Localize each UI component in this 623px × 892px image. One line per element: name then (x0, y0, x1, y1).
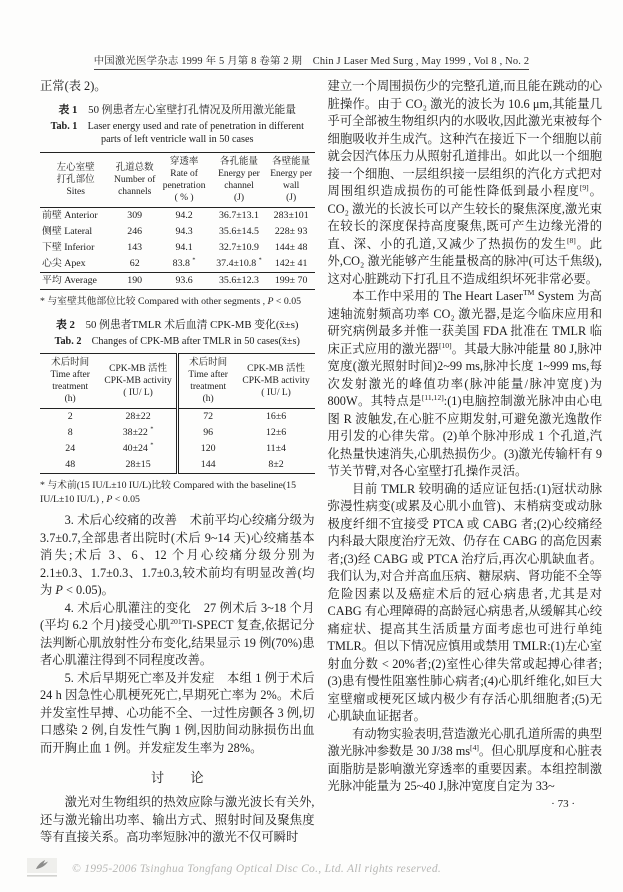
discussion-paragraph-indications (328, 481, 603, 726)
table-header-row (40, 354, 315, 409)
text-run: P (55, 583, 63, 598)
column-header-activity-2: CPK-MB 活性 CPK-MB activity ( IU/ L) (238, 354, 315, 409)
column-header-sites: 左心室壁 打孔部位 Sites (40, 153, 111, 208)
table-row (40, 208, 315, 225)
table-row (40, 224, 315, 240)
table-cell: 35.6±12.3 (210, 273, 268, 290)
text-run: 3. 术后心绞痛的改善 术前平均心绞痛分级为 3.7±0.7,全部患者出院时(术后 9~14 天)心绞痛基本消失;术后 3、6、12 个月心绞痛分级分别为 2.1±0.3、1.7±0.3、1.7±0.3,较术前均有明显改善(均为 (40, 513, 315, 598)
table-cell: 199± 70 (268, 273, 315, 290)
table-cell: 144 (177, 457, 237, 474)
table-cell: 72 (177, 409, 237, 426)
text-run: 建立一个周围损伤少的完整孔道,而且能在跳动的心脏操作。由于 CO₂ 激光的波长为 10.6 μm,其能量几乎可全部被生物组织内的水吸收,因此激光束被每个细胞吸收并生成汽。这种汽在接近下一个细胞以前就会因汽体压力从照射孔道排出。如此以一个细胞接一个细胞、一层组织接一层组织的汽化方式把对周围组织造成损伤的可能性降低到最小程度 (327, 79, 602, 198)
table-row (40, 409, 315, 426)
text-run: Tab. 2 (54, 335, 82, 347)
text-run: 4. 术后心肌灌注的变化 27 例术后 3~18 个月(平均 6.2 个月)接受心肌 (40, 600, 315, 633)
table-cell: 37.4±10.8 * (216, 257, 262, 270)
table1-caption-zh (40, 103, 315, 117)
column-header-time-1: 术后时间 Time after treatment (h) (40, 354, 100, 409)
table-cell: 38±22 * (122, 427, 154, 439)
table-cell: 8 (67, 427, 73, 439)
table-cell: 246 (127, 226, 143, 238)
cpk-mb-table-body (40, 409, 315, 474)
significance-marker: * (150, 443, 154, 450)
text-run: Tl-SPECT 复查,依据记分法判断心肌放射性分布变化,结果显示 19 例(70%)患者心肌灌注得到不同程度改善。 (40, 618, 315, 668)
table-cell: 228± 93 (274, 226, 308, 238)
text-run: Laser energy used and rate of penetration in different (77, 120, 304, 132)
text-run: 5. 术后早期死亡率及并发症 本组 1 例于术后 24 h 因急性心肌梗死死亡,早期死亡率为 2%。术后并发室性早搏、心功能不全、一过性房颤各 3 例,切口感染 2 例,自发性气胸 1 例,因肋间动脉损伤出血而开胸止血 1 例。并发症发生率为 28%。 (40, 670, 315, 755)
table2-footnote-line2 (40, 493, 315, 507)
cpk-mb-table (40, 353, 315, 474)
table-row (40, 273, 315, 290)
table-cell: 28±15 (100, 457, 177, 474)
text-run: < 0.05)。 (62, 583, 114, 598)
result-paragraph-perfusion (40, 600, 315, 670)
table-cell: 309 (127, 210, 143, 222)
superscript-run: [8] (566, 235, 576, 245)
publisher-logo-icon (27, 858, 57, 879)
superscript-run: [11,12] (421, 392, 444, 402)
table-cell: 11±4 (266, 443, 286, 455)
text-run: < 0.05 (273, 296, 302, 308)
text-run: Changes of CPK-MB after TMLR in 50 cases(x̄±s) (81, 335, 300, 347)
laser-energy-table-body (40, 208, 315, 290)
superscript-run: [9] (579, 182, 589, 192)
discussion-paragraph-start (40, 794, 315, 847)
table-cell: 28±22 (125, 411, 151, 423)
discussion-paragraph-continuation (328, 78, 603, 288)
text-run: :(1)电脑控制激光脉冲由心电图 R 波触发,在心脏不应期发射,可避免激光逸散作用引发的心律失常。(2)单个脉冲形成 1 个孔道,汽化热量快速消失,心肌热损伤少。(3)激光传输杆有 9 节关节臂,对各心室壁打孔操作灵活。 (327, 394, 602, 478)
table-row (40, 441, 315, 457)
table-cell: 24 (65, 443, 76, 455)
table-cell: 侧壁 Lateral (42, 226, 93, 238)
table1-caption-en-line2: parts of left ventricle wall in 50 cases (101, 134, 254, 146)
table2-footnote-line1 (40, 479, 315, 493)
column-header-channels: 孔道总数 Number of channels (111, 153, 158, 208)
discussion-paragraph-parameters (328, 726, 603, 796)
table-cell: 93.6 (158, 273, 210, 290)
table-cell: 94.2 (175, 210, 193, 222)
copyright-text: © 1995-2006 Tsinghua Tongfang Optical Disc Co., Ltd. All rights reserved. (72, 862, 442, 875)
table-cell: 96 (177, 425, 237, 441)
superscript-run: [4] (470, 742, 479, 752)
text-run: IU/L±10 IU/L) , (40, 493, 107, 505)
journal-citation-line: 中国激光医学杂志 1999 年 5 月第 8 卷第 2 期 Chin J Laser Med Surg , May 1999 , Vol 8 , No. 2 (94, 56, 530, 70)
text-run: P (106, 493, 113, 505)
page-number: · 73 · (551, 797, 575, 810)
column-header-penetration: 穿透率 Rate of penetration ( % ) (158, 153, 210, 208)
table-cell: 83.8 * (172, 257, 196, 270)
laser-energy-table (40, 152, 315, 290)
significance-marker: * (192, 257, 196, 264)
table-cell: 下壁 Inferior (42, 242, 95, 254)
table-cell: 190 (111, 273, 158, 290)
text-run: 。CO₂ 激光的长波长可以产生较长的聚焦深度,激光束在较长的深度保持高度聚焦,既可产生边缘光滑的直、深、小的孔道,又减少了热损伤的发生 (327, 184, 602, 251)
text-run: < 0.05 (112, 493, 140, 505)
table-cell: 35.6±14.5 (218, 226, 259, 238)
table-row (40, 240, 315, 256)
column-header-energy-channel: 各孔能量 Energy per channel (J) (210, 153, 268, 208)
right-column (328, 78, 603, 847)
table-cell: 12±6 (265, 427, 287, 439)
text-run: 。此外,CO₂ 激光能够产生能量极高的脉冲(可达千焦级),这对心脏跳动下打孔且不造成组织坏死非常必要。 (327, 236, 602, 286)
text-run: 本工作中采用的 The Heart Laser (352, 289, 524, 303)
table-cell: 16±6 (265, 411, 287, 423)
table-cell: 120 (177, 441, 237, 457)
text-run: 50 例患者左心室壁打孔情况及所用激光能量 (77, 103, 297, 116)
table-cell: 62 (129, 258, 140, 270)
table-cell: 心尖 Apex (42, 258, 86, 270)
significance-marker: * (258, 257, 262, 264)
journal-header (0, 52, 623, 67)
text-run: * 与室壁其他部位比较 Compared with other segments , (40, 296, 268, 308)
column-header-activity-1: CPK-MB 活性 CPK-MB activity ( IU/ L) (100, 354, 177, 409)
left-column (40, 78, 315, 847)
superscript-run: [10] (438, 340, 452, 350)
table-cell: 142± 41 (274, 258, 308, 270)
continuation-text: 正常(表 2)。 (40, 79, 107, 93)
text-run: 目前 TMLR 较明确的适应证包括:(1)冠状动脉弥漫性病变(或累及心肌小血管)、末梢病变或动脉极度纤细不宜接受 PTCA 或 CABG 者;(2)心绞痛经内科最大限度治疗无效、仍存在 CABG 的高危因素者;(3)经 CABG 或 PTCA 治疗后,再次心肌缺血者。我们认为,对合并高血压病、糖尿病、肾功能不全等危险因素以及癌症术后的冠心病患者,尤其是对 CABG 有心理障碍的高龄冠心病患者,从缓解其心绞痛症状、提高其生活质量方面考虑也可进行单纯 TMLR。但以下情况应慎用或禁用 TMLR:(1)左心室射血分数 < 20%者;(2)室性心律失常或起搏心律者;(3)患有慢性阻塞性肺心病者;(4)心肌纤维化,如巨大室壁瘤或梗死区域内极少有存活心肌细胞者;(5)无心肌缺血证据者。 (327, 481, 602, 723)
superscript-run: 201 (170, 617, 182, 627)
table1-footnote (40, 295, 315, 309)
table-row (40, 425, 315, 441)
table-cell: 283±101 (273, 210, 309, 222)
superscript-run: TM (523, 287, 535, 297)
discussion-paragraph-heart-laser (328, 288, 603, 481)
text-run: 表 1 (58, 103, 78, 116)
table-cell: 32.7±10.9 (218, 242, 259, 254)
table-cell: 前壁 Anterior (42, 210, 98, 222)
text-run: * 与术前(15 IU/L±10 IU/L)比较 Compared with the baseline(15 (40, 480, 296, 492)
text-run: 。但心肌厚度和心脏表面脂肪是影响激光穿透率的重要因素。本组控制激光脉冲能量为 25~40 J,脉冲宽度自定为 33~ (327, 744, 602, 793)
table-cell: 48 (40, 457, 100, 474)
column-header-time-2: 术后时间 Time after treatment (h) (177, 354, 237, 409)
table-cell: 8±2 (238, 457, 315, 474)
table-row (40, 457, 315, 474)
column-header-energy-wall: 各壁能量 Energy per wall (J) (268, 153, 315, 208)
text-run: System 为高速轴流射频高功率 CO₂ 激光器,是迄今临床应用和研究病例最多并惟一获美国 FDA 批准在 TMLR 临床正式应用的激光器 (327, 289, 602, 356)
result-paragraph-angina (40, 512, 315, 600)
discussion-heading: 讨 论 (150, 770, 204, 786)
table-cell: 94.3 (175, 226, 193, 238)
table2-caption-zh (40, 318, 315, 332)
table-cell: 144± 48 (274, 242, 308, 254)
text-run: 激光对生物组织的热效应除与激光波长有关外,还与激光输出功率、输出方式、照射时间及聚焦度等有直接关系。高功率短脉冲的激光不仅可瞬时 (40, 795, 315, 845)
table-cell: 94.1 (175, 242, 193, 254)
table-cell: 平均 Average (40, 273, 111, 290)
table-cell: 40±24 * (122, 443, 154, 455)
table-header-row (40, 153, 315, 208)
table2-caption-en (40, 335, 315, 349)
table-cell: 36.7±13.1 (218, 210, 259, 222)
text-run: P (267, 296, 274, 308)
table-row (40, 256, 315, 273)
result-paragraph-mortality (40, 670, 315, 758)
table1-caption-en-line1 (40, 120, 315, 134)
table-cell: 143 (127, 242, 143, 254)
significance-marker: * (150, 427, 154, 434)
text-run: 50 例患者TMLR 术后血清 CPK-MB 变化(x̄±s) (74, 318, 299, 331)
page-footer (27, 858, 441, 879)
table-cell: 2 (67, 411, 73, 423)
text-run: 表 2 (55, 318, 75, 331)
page-content (40, 78, 602, 847)
text-run: 。其最大脉冲能量 80 J,脉冲宽度(激光照射时间)2~99 ms,脉冲长度 1~999 ms,每次发射激光的峰值功率(脉冲能量/脉冲宽度)为 800W。其特点是 (327, 341, 602, 408)
text-run: Tab. 1 (50, 120, 78, 132)
text-run: 有动物实验表明,营造激光心肌孔道所需的典型激光脉冲参数是 30 J/38 ms (327, 726, 602, 758)
